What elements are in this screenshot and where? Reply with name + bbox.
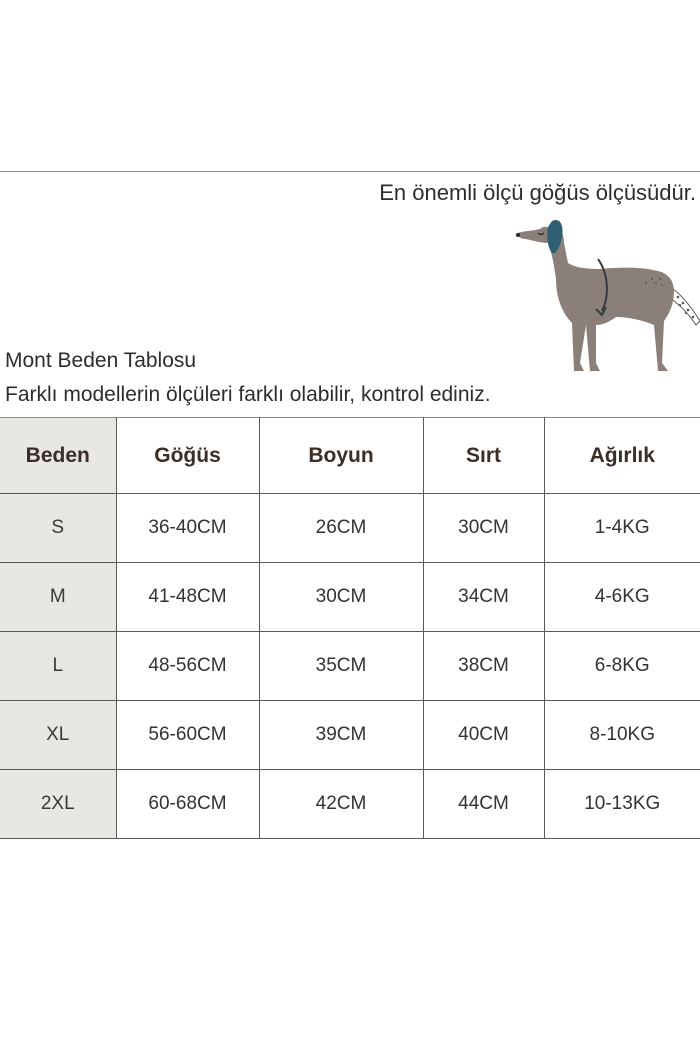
cell-weight: 1-4KG (544, 494, 700, 563)
cell-back: 30CM (423, 494, 544, 563)
top-divider (0, 171, 700, 172)
header-beden: Beden (0, 418, 116, 494)
page-subtitle: Farklı modellerin ölçüleri farklı olabilir, kontrol ediniz. (5, 383, 491, 406)
cell-neck: 35CM (259, 632, 423, 701)
cell-weight: 4-6KG (544, 563, 700, 632)
cell-back: 38CM (423, 632, 544, 701)
cell-chest: 36-40CM (116, 494, 259, 563)
table-row (0, 632, 700, 701)
cell-size: XL (0, 701, 116, 770)
cell-chest: 41-48CM (116, 563, 259, 632)
cell-weight: 6-8KG (544, 632, 700, 701)
cell-back: 44CM (423, 770, 544, 839)
cell-neck: 26CM (259, 494, 423, 563)
header-sirt: Sırt (423, 418, 544, 494)
cell-neck: 39CM (259, 701, 423, 770)
table-row (0, 701, 700, 770)
table-header-row (0, 418, 700, 494)
cell-size: 2XL (0, 770, 116, 839)
cell-chest: 60-68CM (116, 770, 259, 839)
cell-weight: 8-10KG (544, 701, 700, 770)
cell-size: S (0, 494, 116, 563)
cell-size: L (0, 632, 116, 701)
cell-chest: 56-60CM (116, 701, 259, 770)
table-row (0, 770, 700, 839)
cell-chest: 48-56CM (116, 632, 259, 701)
dog-chest-measurement-icon (512, 213, 700, 378)
measurement-note: En önemli ölçü göğüs ölçüsüdür. (379, 180, 696, 205)
cell-neck: 30CM (259, 563, 423, 632)
cell-weight: 10-13KG (544, 770, 700, 839)
table-row (0, 563, 700, 632)
header-agirlik: Ağırlık (544, 418, 700, 494)
header-gogus: Göğüs (116, 418, 259, 494)
size-chart-table (0, 417, 700, 839)
page-title: Mont Beden Tablosu (5, 349, 197, 372)
cell-back: 40CM (423, 701, 544, 770)
cell-back: 34CM (423, 563, 544, 632)
cell-size: M (0, 563, 116, 632)
header-boyun: Boyun (259, 418, 423, 494)
cell-neck: 42CM (259, 770, 423, 839)
table-row (0, 494, 700, 563)
